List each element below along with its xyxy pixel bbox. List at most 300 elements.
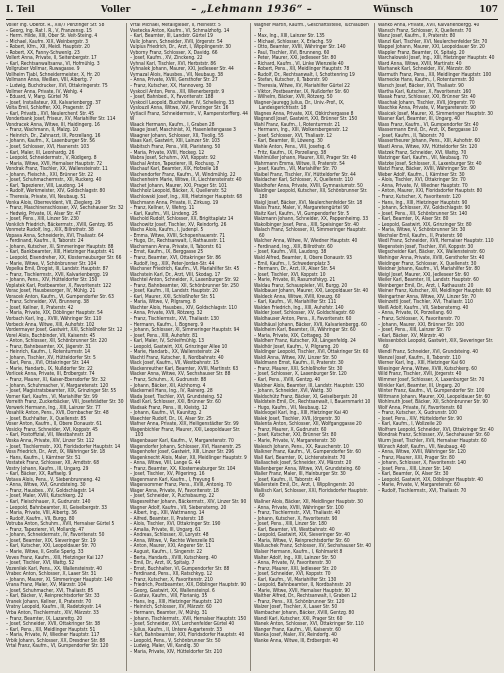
directory-entry: – Franz, Beamter, IX, Lazarettg. 20 bbox=[6, 615, 83, 622]
directory-entry: Wackenreuther Karl, Beamter, XVIII, Martinstr. 63 bbox=[130, 365, 239, 372]
directory-entry: Wagensommer Franz, Pens., XVIII, Antonig. 70 bbox=[130, 482, 232, 489]
directory-entry: Wackernell Hans, Ing., IV, Rainerg. 28 bbox=[130, 388, 213, 395]
directory-entry: – Anna, Witwe, XVI, Grundsteing. 30 bbox=[6, 482, 86, 489]
directory-entry: – Josef, Schlosser, XVI, Thaliastr. 12 bbox=[254, 132, 332, 139]
directory-entry: Vyskocil Anton, Pens., XII, Wienerbergstr. 9 bbox=[130, 88, 225, 95]
directory-entry: Wanek Anton, Schlosser, XVI, Ottakringer Str. 110 bbox=[254, 621, 364, 628]
directory-entry: Waldinger Leopold, Tischler, XVI, Ottakringer Str. 60 bbox=[254, 349, 369, 356]
directory-entry: Wappel Johann, Maurer, XXI, Leopoldauer Str. 20 bbox=[378, 44, 485, 51]
directory-entry: – Josef, Maler, XVIII, Kutschkerg. 22 bbox=[6, 493, 84, 500]
directory-entry: Vrabec Anton, Schlosser, X, Laaer Str. 31 bbox=[6, 571, 97, 578]
directory-entry: – Hans, Ing., XIII, Hietzinger Hauptstr. 120 bbox=[130, 598, 223, 605]
directory-entry: Vorbach Karl, Ing., XVIII, Währinger Str. 110 bbox=[6, 315, 102, 322]
directory-entry: Watzl Franz, Bäcker, XVIII, Währinger Str. 80 bbox=[378, 166, 475, 173]
directory-entry: – Marie, Private, V, Margaretenstr. 30 bbox=[254, 438, 336, 445]
directory-entry: – Hermann, Dr., Arzt, IX, Alser Str. 54 bbox=[254, 266, 336, 273]
directory-entry: – Anton, Maurer, XXI, Floridsdorfer Hauptstr. 80 bbox=[378, 188, 483, 195]
directory-entry: Wasicek Josef, Maurer, XI, Simmeringer Hauptstr. 30 bbox=[378, 110, 493, 117]
directory-entry: – Karl, Bäcker, XX, Raffaelg. 9 bbox=[6, 471, 72, 478]
directory-entry: Weinzettl Josef, Tischler, XVI, Thaliastr. 110 bbox=[378, 299, 473, 306]
directory-entry: Wansch Franz, Schlosser, X, Quellenstr. 70 bbox=[378, 27, 472, 34]
directory-entry: – Robert, Pens., XII, Meidlinger Hauptstr. 78 bbox=[254, 66, 350, 73]
directory-entry: – Karl, Bäcker, XV, Märzstr. 40 bbox=[378, 332, 444, 339]
directory-entry: – Maria, Private, XIV, Hütteldorfer Str. 210 bbox=[130, 648, 223, 655]
directory-entry: Wegenstein Josef, Tischler, XVI, Koppstr. 30 bbox=[378, 243, 474, 250]
directory-entry: – Anna, Private, XVIII, Währinger Str. 100 bbox=[254, 504, 344, 511]
directory-entry: Waldner Alois, Beamter, III, Landstr. Hauptstr. 130 bbox=[254, 382, 364, 389]
directory-entry: – Franz, Maurer, XXI, Prager Str. 80 bbox=[378, 454, 455, 461]
directory-entry: – Karl, Postoffizial, VII, Westbahnstr. 28 bbox=[6, 432, 92, 439]
directory-entry: Warmuth Franz, Pens., XII, Meidlinger Hauptstr. 100 bbox=[378, 71, 492, 78]
directory-entry: Wagrandl Josef, Gastwirt, XXI, Brünner Str. 150 bbox=[254, 116, 358, 123]
directory-entry: W bbox=[130, 116, 135, 123]
directory-entry: – Herm. Hilde, XIII, Ober St. Veit-Steing. 4 bbox=[6, 33, 98, 40]
directory-entry: Wagesreither Johann, Bäckermstr., XIV, Linzer Str. 90 bbox=[130, 499, 247, 506]
directory-entry: Waage Josef, Maschinist, XI, Hasenleitengasse 3 bbox=[130, 127, 236, 134]
directory-entry: – Josef, Pens., XIII, Linzer Str. 140 bbox=[378, 465, 451, 472]
directory-entry: – Heinrich, Schlosser, XV, Märzstr. 60 bbox=[130, 604, 212, 611]
directory-entry: – Friedrich, Postbeamter, XIX, Döblinger Hauptstr. 90 bbox=[130, 582, 247, 589]
directory-entry: Wassertheurer Johann, Pens., XIII, Auhofstr. 60 bbox=[378, 138, 481, 145]
directory-entry: – Karl, Kaufm., VII, Lindeng. 25 bbox=[130, 210, 198, 217]
directory-entry: Wabra Josef, Schuhm., XVI, Koppstr. 92 bbox=[130, 155, 216, 162]
directory-entry: – Josef, Magistratsbeamter, XIX, Grinzinger Str. 55 bbox=[6, 388, 117, 395]
directory-entry: – Josef, Schuhmachermstr., XII, Ruckerg. 40 bbox=[6, 177, 102, 184]
directory-entry: – Karl, Maurer, XXI, Schloßhofer Str. 51 bbox=[130, 293, 216, 300]
directory-entry: Vostry Johann, Kaufm., III, Ungarg. 29 bbox=[6, 465, 89, 472]
directory-entry: – Franz, Schuhm., X, Gudrunstr. 88 bbox=[130, 377, 207, 383]
directory-entry: Vorreith Franz, Zuckerbäcker, VIII, Josefstädter Str. 30 bbox=[6, 399, 124, 406]
directory-entry: – Rudolf, Tischlermstr., XVI, Thaliastr. 70 bbox=[378, 487, 467, 494]
directory-entry: – Anna, Private, IV, Favoritenstr. 30 bbox=[254, 560, 331, 567]
directory-entry: Vyhnal Karl, Tischler, XVI, Herbststr. 86 bbox=[130, 60, 217, 67]
directory-entry: – Karl, Tapezierer, VIII, Laudong. 14 bbox=[6, 182, 84, 189]
directory-entry: – Andreas, Schlosser, XI, Lorystr. 48 bbox=[130, 532, 209, 539]
directory-entry: – Franz, Schlosser, X, Favoritenstr. 70 bbox=[378, 315, 460, 322]
directory-entry: – Anna, Private, IV, Wiedner Hauptstr. 70 bbox=[378, 182, 468, 189]
directory-entry: – Johann, Bäcker, XII, Aichhorng. 4 bbox=[130, 382, 206, 389]
directory-entry: – Josef, Tischler, XV, Pilgerimg. 16 bbox=[130, 471, 205, 478]
directory-entry: – Ludwig, Maler, VII, Kandlg. 30 bbox=[130, 643, 199, 650]
directory-entry: – Leopold, Schneidermstr., V, Rüdigerg. 8 bbox=[6, 155, 97, 162]
directory-entry: – Karl, Kaufm., I, Wollzeile 20 bbox=[378, 421, 442, 428]
directory-entry: – Franz, Schneider, XVI, Brunneng. 38 bbox=[6, 299, 89, 306]
directory-entry: Wahle Anton, Pens., VIII, Josefsg. 6 bbox=[254, 144, 331, 151]
directory-entry: Wanzl Karl, Tischler, XVI, Neulerchenfelder Str. 70 bbox=[378, 38, 488, 45]
directory-entry: Walcher Anna, Witwe, IV, Wiedner Hauptstr. 40 bbox=[254, 238, 358, 245]
directory-entry: Vratny Leopold, Kaufm., III, Radetzkystr. 14 bbox=[6, 604, 102, 611]
directory-entry: – Maria, Private, XIX, Cottageg. 30 bbox=[254, 332, 330, 339]
directory-entry: Waldstein Emil, Dr., Rechtsanwalt, I, Bauernmarkt 10 bbox=[254, 399, 371, 406]
directory-entry: – Josef, Bahnbed., X, Favoritenstr. 188 bbox=[130, 94, 214, 101]
directory-entry: – Berta, Handarb., XVIII, Kutschkerg. 40 bbox=[130, 554, 217, 561]
directory-entry: Weingartner Anna, Witwe, XIV, Linzer Str. 70 bbox=[378, 293, 476, 300]
directory-entry: Wass Franz, Kaufm., VI, Gumpendorfer Str. 40 bbox=[378, 121, 479, 128]
directory-entry: – Karl, Beamter, IX, Alser Str. 30 bbox=[378, 471, 449, 478]
directory-entry: – Karl, Beamter, III, Landstr. Gürtel 19 bbox=[130, 33, 213, 40]
directory-entry: Wachold Rudolf, Schlosser, XX, Brigittaplatz 14 bbox=[130, 216, 234, 223]
directory-entry: Weidinger Franz, Schlosser, X, Quellenstr. 30 bbox=[378, 260, 477, 267]
directory-entry: – Franz, Beamter, XX, Klosterneuburger Str. 104 bbox=[130, 465, 236, 472]
directory-entry: Walluschek Franz, Schlosser, XV, Sechshauser Str. 40 bbox=[254, 543, 372, 550]
column-4 bbox=[378, 23, 498, 671]
directory-entry: – Josef, Kellner, II, Praterstr. 42 bbox=[6, 304, 74, 311]
directory-entry: Vrtal Franz, Kaufm., VI, Gumpendorfer Str. 120 bbox=[6, 643, 109, 650]
directory-entry: Wanke Anna, Witwe, III, Erdbergstr. 40 bbox=[254, 637, 339, 644]
directory-entry: – Ernst, Buchhalter, VI, Gumpendorfer Str. 88 bbox=[130, 565, 230, 572]
directory-entry: – Rudolf, Ing., XIX, Peter-Jordan-Str. 44 bbox=[130, 260, 215, 267]
directory-entry: Wallerstein Emil, Dr., Arzt, I, Wipplingerstr. 20 bbox=[254, 482, 355, 489]
directory-entry: – Johann, Fleischh., XXI, Brünner Str. 22 bbox=[6, 171, 94, 178]
directory-entry: – Robert, XX, Fanny-Schwenlg. 23 bbox=[6, 49, 80, 56]
directory-entry: Wedl Franz, Schneider, XVII, Hernalser Hauptstr. 110 bbox=[378, 238, 494, 245]
directory-entry: – Karl, Bankbeamter, XIII, Hietzinger Hauptstr. 41 bbox=[6, 249, 115, 256]
directory-entry: Wagendorfer Johann, Schlosser, XVI, Hasnerstr. 25 bbox=[130, 443, 241, 450]
directory-entry: Wadsak Franz, Pens., III, Kleistg. 12 bbox=[130, 404, 208, 411]
directory-entry: – Theresia, Private, VII, Neubaug. 51 bbox=[6, 193, 86, 200]
directory-entry: Warsch Josef, Bäcker, XVI, Thaliastr. 90 bbox=[378, 83, 464, 90]
directory-entry: – Maria, Witwe, V, Schönbrunner Str. 30 bbox=[378, 227, 466, 234]
directory-entry: Watzinger Karl, Kaufm., VII, Neubaug. 70 bbox=[378, 155, 468, 162]
directory-entry: – Johann, Schlosser, X, Favoritenstr. 140 bbox=[378, 460, 466, 467]
directory-entry: – August, Kaufm., I, Singerstr. 22 bbox=[130, 548, 203, 555]
directory-entry: Wastl Anna, Witwe, XIV, Hütteldorfer Str. 120 bbox=[378, 144, 478, 151]
directory-entry: Vorlicek Anna, Private, III, Erdbergstr. 74 bbox=[6, 371, 95, 378]
directory-entry: Voves Franz, Kaufm., XIII, Hietzinger Kai 127 bbox=[6, 554, 104, 561]
directory-entry: – Heinrich, Dr., Zahnarzt, IX, Porzellang. 16 bbox=[6, 132, 101, 139]
directory-entry: Weiner Franz, Kutscher, XII, Meidlinger Hauptstr. 60 bbox=[378, 288, 492, 295]
directory-entry: – Maria, Private, XIX, Döblinger Hauptstr. 54 bbox=[6, 310, 103, 317]
directory-entry: Wiesinger Anna, Witwe, XVIII, Kutschkerg. 60 bbox=[378, 365, 477, 372]
directory-entry: Vymazal Alois, Hausbes., VII, Neubaug. 38 bbox=[130, 71, 224, 78]
directory-entry: Waschke Anna, Private, V, Margaretenstr. 90 bbox=[378, 105, 476, 112]
directory-entry: Wagenhofer Josef, Gastwirt, XIII, Linzer Str. 296 bbox=[130, 449, 235, 456]
directory-entry: – Emma, Witwe, XVIII, Schopenhauerstr. 71 bbox=[130, 232, 225, 239]
directory-entry: Vrtal Michael, Metallgießer, II, Heinestr. 5 bbox=[130, 23, 221, 28]
directory-entry: Vollgruber Vollmar, Ruwagasse. 9 bbox=[6, 66, 80, 73]
directory-entry: Wagner Adolf, Kaufm., VII, Siebensterng. 20 bbox=[130, 504, 227, 511]
directory-entry: – Maria, Private, XVIII, Hockeg. 12 bbox=[130, 149, 205, 156]
directory-entry: Walter Adolf, Ing., XIII, Lainzer Str. 50 bbox=[254, 554, 336, 561]
directory-entry: Vondrak Franz, Tischler, XX, Wallensteinstr. 11 bbox=[6, 166, 108, 173]
directory-entry: Waldvogel Karl, Ing., XIII, Hietzinger Kai 40 bbox=[254, 410, 348, 417]
directory-entry: Wachenheim Marie, Witwe, IX, Liechtensteinstr. 40 bbox=[130, 177, 242, 184]
directory-entry: – Max, Ing., XIII, Lainzer Str. 135 bbox=[254, 33, 325, 40]
directory-entry: Wagenbichler Franz, Maurer, XXI, Leopoldauer Str. 103 bbox=[130, 426, 241, 439]
directory-entry: – Marie, Handarb., XX, Wallensteinstr. 24 bbox=[130, 349, 220, 356]
directory-entry: – Josef, Tischler, XVI, Koppstr. 10 bbox=[254, 271, 326, 278]
directory-entry: – Julius, Kaufm., II, Untere Augartenstr. 33 bbox=[130, 626, 223, 633]
directory-entry: Wandl Karl, Kutscher, XXI, Prager Str. 60 bbox=[254, 615, 343, 622]
directory-entry: – Johann, Tischler, XV, Hütteldorfer Str. 5 bbox=[6, 354, 96, 361]
directory-entry: Weber Adolf, Kaufm., I, Kärntner Str. 30 bbox=[378, 171, 465, 178]
directory-entry: Wahrmann Emma, Witwe, II, Praterstr. 54 bbox=[254, 160, 345, 167]
directory-entry: Vosicky Franz, Schneider, XVI, Koppstr. 45 bbox=[6, 426, 98, 433]
directory-entry: Wehinger Anna, Private, XVIII, Gersthofer Str. 40 bbox=[378, 254, 485, 261]
directory-entry: Wakolbinger Josef, Pens., XIII, Speisinger Str. 40 bbox=[254, 221, 359, 228]
directory-entry: – Josef, Kaufm., III, Landstr. Hauptstr. 20 bbox=[130, 288, 218, 295]
directory-entry: – Hedwig, Private, IX, Alser Str. 47 bbox=[6, 210, 81, 217]
directory-entry: Vyborny Franz, Schlosser, X, Davidg. 66 bbox=[130, 49, 218, 56]
directory-entry: – Franz, Tischlermstr., XVI, Thaliastr. 130 bbox=[130, 315, 219, 322]
directory-entry: Vollmer Anna, Private, IV, Wehlg. 4 bbox=[6, 88, 83, 95]
directory-entry: – Leopold, Gastwirt, XIX, Grinzinger Str. 80 bbox=[378, 221, 472, 228]
directory-entry: Wanz Josef, Kaufm., II, Praterstr. 80 bbox=[378, 33, 456, 40]
directory-entry: Waitz Karl, Kaufm., VI, Gumpendorfer Str. 5 bbox=[254, 210, 350, 217]
directory-entry: – Wilhelm, Bäcker, XVII, Rötzerg. 50 bbox=[254, 94, 333, 101]
directory-entry: – Franz, Kutscher, X, Gudrunstr. 100 bbox=[378, 410, 457, 417]
directory-entry: Wagenbauer Karl, Kaufm., V, Margaretenstr. 70 bbox=[130, 438, 234, 445]
directory-entry: Wada Josef, Tischler, XVI, Grundsteing. 52 bbox=[130, 393, 223, 400]
directory-entry: – Josef, Kaufm., VII, Mariahilfer Str. 70 bbox=[254, 166, 337, 173]
directory-entry: Vulic Johann, Schneider, XVII, Jörgerstr. 54 bbox=[130, 38, 223, 45]
directory-entry: – Josef, Kaufm., II, Taborstr. 40 bbox=[254, 476, 321, 483]
directory-entry: – Richard, Kaufm., VI, Linke Wienzeile 40 bbox=[254, 60, 344, 67]
directory-entry: – Emil, Kaufm., I, Schwedenplatz 3 bbox=[254, 260, 330, 267]
directory-entry: Vonmetz Rudolf, Ing., XIX, Billrothstr. 38 bbox=[6, 227, 94, 234]
directory-entry: Wasak Franz, Schlosser, XXI, Brünner Str. 40 bbox=[378, 94, 476, 101]
column-3 bbox=[254, 23, 375, 671]
directory-entry: Winkler Karl, Beamter, III, Ungarg. 20 bbox=[378, 382, 461, 389]
directory-entry: Wall Karl, Beamter, IX, Lichtensteinstr. 70 bbox=[254, 454, 346, 461]
directory-entry: – Paul, Tischler, XVI, Brunneng. 60 bbox=[254, 49, 330, 56]
directory-entry: Wachtel Anton, Schneider, X, Laxenburger Str. 92 bbox=[130, 277, 239, 284]
directory-entry: Wachmann Anna, Private, II, Zirkusg. 19 bbox=[130, 199, 219, 206]
directory-entry: Wachlowski Josef, Ing., XIII, Hietzinger Hauptstr. 68 bbox=[130, 193, 243, 200]
directory-entry: Walden Friedrich, Ing., XIII, Auhofstr. 140 bbox=[254, 304, 344, 311]
directory-entry: Wabitsch Franz, Pens., VIII, Piaristeng. 50 bbox=[130, 144, 221, 151]
directory-entry: – Karl, Bahnbeamter, XXI, Floridsdorfer Hauptstr. 40 bbox=[130, 632, 245, 639]
directory-columns bbox=[6, 23, 498, 671]
directory-entry: – Karl, Beamter, IX, Alser Str. 80 bbox=[378, 216, 449, 223]
directory-entry: – Franz, Maurer, XXI, Schloßhofer Str. 30 bbox=[254, 365, 343, 372]
directory-entry: Vrba Anton, Tischlermstr., XIV, Märzstr. 33 bbox=[6, 609, 99, 616]
directory-entry: Wachsmann Anna, Private, II, Taborstr. 61 bbox=[130, 243, 222, 250]
directory-entry: – Johann, Kutscher, XI, Simmeringer Hauptstr. 88 bbox=[6, 243, 114, 250]
directory-entry: – Franz, Bahnbeamter, XII, Schönbrunner Str. 250 bbox=[130, 282, 239, 289]
directory-entry: Wolfram Leopold, Schneider, XVI, Ottakringer Str. 40 bbox=[378, 426, 494, 433]
directory-entry: Vulpius Friedrich, Dr., Arzt, I, Wipplingerstr. 30 bbox=[130, 44, 231, 51]
directory-entry: Wünsch Adolf, Kaufm., VII, Neubaug. 40 bbox=[378, 443, 466, 450]
directory-entry: – Maria, Witwe, V, Pilgramg. 8 bbox=[130, 299, 196, 306]
directory-entry: Waldmann Ernst, Kaufm., II, Praterstr. 30 bbox=[254, 360, 344, 367]
directory-entry: Weidner Johann, Kaufm., VI, Mariahilfer Str. 80 bbox=[378, 266, 480, 273]
directory-entry: Walek Josef, Tischler, XVII, Jörgerstr. 30 bbox=[254, 415, 340, 422]
directory-entry: Wachet Johann, Maurer, XXI, Prager Str. 101 bbox=[130, 182, 227, 189]
directory-entry: – Franz, Pens., XII, Schönbrunner Str. 120 bbox=[254, 598, 345, 605]
directory-entry: – Johann, Schuhmacher, V, Margaretenstr. 120 bbox=[6, 382, 109, 389]
directory-entry: Wahlmüller Johann, Maurer, XXI, Prager Str. 40 bbox=[254, 155, 357, 162]
directory-entry: Walder Josef, Schlosser, XV, Goldschlagstr. 60 bbox=[254, 310, 355, 317]
directory-entry: – Josef, Buchhalter, X, Quellenstr. 85 bbox=[6, 415, 87, 422]
directory-entry: Wondrak Franz, Schlosser, XV, Sechshauser Str. 60 bbox=[378, 432, 490, 439]
directory-entry: – Emil, Dr., Arzt, IX, Spitalg. 7 bbox=[130, 560, 195, 567]
directory-entry: Vopelka Emil, Drogist, III, Landstr. Hauptstr. 87 bbox=[6, 266, 109, 273]
directory-entry: – Ferdinand, Kaufm., II, Taborstr. 24 bbox=[6, 238, 84, 245]
directory-entry: Wenzel Josef, Kaufm., II, Taborstr. 110 bbox=[378, 354, 461, 361]
directory-entry: – Franz, Maurer, XXI, Jedleseer Str. 20 bbox=[254, 565, 337, 572]
directory-entry: – Hermann, Kaufm., I, Bognerg. 9 bbox=[130, 321, 204, 328]
directory-entry: – Josef, Schneider, X, Puchsbaumg. 22 bbox=[130, 493, 215, 500]
directory-entry: – Karl, Kutscher, XXI, Leopoldauer Str. 70 bbox=[6, 543, 96, 550]
directory-entry: – Maria, Witwe, V, Reinprechtsdorfer Str. 60 bbox=[254, 537, 350, 544]
directory-entry: Wachsner Friedrich, Kaufm., VI, Mariahilfer Str. 45 bbox=[130, 266, 240, 273]
directory-entry: – Karl, Maler, III, Leonhardg. 26 bbox=[6, 149, 75, 156]
directory-entry: – Karl, Pens., XVIII, Gentzg. 40 bbox=[254, 377, 321, 383]
directory-entry: Waack Hermann, Kaufm., I, Graben 28 bbox=[130, 121, 215, 128]
directory-entry: – Amalia, Private, III, Ungarg. 61 bbox=[130, 526, 201, 533]
column-1 bbox=[6, 23, 127, 671]
directory-entry: Wallenberger Anna, Witwe, XVI, Grundsteing. 60 bbox=[254, 465, 361, 472]
directory-entry: Watzek Franz, Schneider, XVI, Wattg. 70 bbox=[378, 149, 467, 156]
directory-entry: – Josef, Schlosser, X, Laxenburger Str. 120 bbox=[254, 371, 347, 378]
directory-entry: Vonka Alois, Oberrevident, VII, Zieglerg. 29 bbox=[6, 199, 101, 206]
directory-entry: Vosahlik Anton, Pens., XVII, Dornbacher Str. 48 bbox=[6, 410, 109, 417]
directory-entry: Wafner Anna, Private, XIX, Heiligenstädter Str. 99 bbox=[130, 421, 239, 428]
directory-entry: Waldhör Josef, Kaufm., V, Pilgramg. 20 bbox=[254, 343, 339, 350]
directory-entry: Wager Anna, Private, IV, Favoritenstr. 18 bbox=[130, 487, 219, 494]
directory-entry: Vordermayer Josef, Gastwirt, XXI, Schloßhofer Str. 12 bbox=[6, 327, 123, 334]
directory-entry: – Johann, Pens., XIV, Hütteldorfer Str. 150 bbox=[6, 277, 98, 284]
directory-entry: – Leopold, Eisendreher, XX, Klosterneuburger Str. 66 bbox=[6, 254, 122, 261]
directory-entry: – Rudolf, Dr., Rechtsanwalt, I, Schottenring 19 bbox=[254, 71, 355, 78]
directory-entry: – Michael, Kaufm. XIX, Weinbergstr. 3 bbox=[6, 38, 89, 45]
directory-entry: Vozenilek Karl, Pens., XX, Wallensteinstr. 40 bbox=[6, 565, 103, 572]
directory-entry: – Marie, Private, III, Rasumofskyg. 21 bbox=[254, 277, 336, 284]
directory-entry: Voracek Anton, Kaufm., VI, Gumpendorfer Str. 63 bbox=[6, 293, 114, 300]
directory-entry: – Anna, Witwe, XVIII, Währinger Str. 120 bbox=[378, 449, 466, 456]
first-name-guide: Voller bbox=[100, 5, 131, 15]
page-title: – „Lehmann 1936“ – bbox=[191, 4, 313, 15]
directory-entry: Waldhauser Anton, Pens., X, Favoritenstr. 60 bbox=[254, 315, 352, 322]
directory-entry: Vytlacil Franz, Schneidermstr., V, Ramperstorfferg. 44 bbox=[130, 110, 248, 117]
directory-entry: Wagner-Jauregg Julius, Dr., Univ.-Prof., IX, Landesgerichtsstr. 18 bbox=[254, 99, 345, 112]
directory-entry: – Karl, Pens., XVI, Ottakringer Str. 144 bbox=[6, 360, 90, 367]
directory-entry: Voss Friedrich, Dr., Arzt, IX, Währinger Str. 18 bbox=[6, 449, 106, 456]
directory-entry: – Gustav, Kaufm., VIII, Florianig. 35 bbox=[130, 593, 208, 600]
directory-entry: – Franz, Maurer, XI, Kaiser-Ebersdorfer Str. 32 bbox=[6, 377, 106, 383]
directory-entry: Wolf Anna, Private, IV, Favoritenstr. 60 bbox=[378, 404, 463, 411]
directory-entry: Vorel Alois, Buchbinder, VII, Kaiserstr. 45 bbox=[6, 332, 96, 339]
directory-entry: Waagner Johann, Schlosser, XII, Tivolig. 55 bbox=[130, 132, 224, 139]
directory-entry: Wahl Franz, Kaufm., I, Rotenturmstr. 21 bbox=[254, 121, 341, 128]
directory-entry: Voser Anton, Kaufm., II, Obere Donaustr. 61 bbox=[6, 421, 102, 428]
directory-entry: – Albert, Ing., XIII, Wattmanng. 14 bbox=[130, 510, 205, 517]
directory-entry: – Karl, Maler, IV, Schleifmühlg. 13 bbox=[130, 338, 205, 345]
directory-entry: Vollmann Anna, Weißen, VIII, Albertg. 7 bbox=[6, 77, 93, 84]
directory-entry: – Johann, Schneider, XVI, Wattg. 30 bbox=[254, 388, 332, 395]
directory-entry: – Josef, Schneider, XVI, Koppstr. 70 bbox=[254, 571, 331, 578]
directory-entry: Wachauf Karl, Beamter, XIX, Hofzeile 18 bbox=[130, 166, 219, 173]
directory-entry: Wallisch Karl, Schlosser, XXI, Floridsdorfer Hauptstr. 60 bbox=[254, 487, 368, 500]
directory-entry: Vollert Anna, Private, II, Seitenbergstr. 17 bbox=[6, 55, 97, 62]
directory-entry: Werner Karl, Ing., XIII, Hietzinger Kai 60 bbox=[378, 360, 465, 367]
directory-entry: Votruba Anton, Schuhm., XVII, Hernalser Gürtel 5 bbox=[6, 521, 115, 528]
directory-entry: Walzer Josef, Tischler, X, Laaer Str. 50 bbox=[254, 604, 338, 611]
directory-entry: Wallaschek Josef, Schneider, XV, Märzstr. 20 bbox=[254, 460, 352, 467]
directory-entry: – Karl, Fleischhauer, X, Gudrunstr. 140 bbox=[6, 499, 91, 506]
directory-entry: – Anna, Private, XVII, Rötzerg. 32 bbox=[130, 310, 203, 317]
directory-entry: – Marie, Witwe, V, Schönbrunner Str. 104 bbox=[6, 260, 97, 267]
directory-entry: – Josef, Beamter, XIX, Sieveringer Str. 19 bbox=[6, 537, 96, 544]
directory-entry: – Franz, Tischlermstr., XVI, Thaliastr. 40 bbox=[254, 510, 341, 517]
directory-entry: Wald Alfred, Beamter, II, Obere Donaustr. 93 bbox=[254, 254, 352, 261]
directory-entry: – Josef, Kaufm., VIII, Laudong. 38 bbox=[254, 249, 327, 256]
directory-entry: – Hugo, Kaufm., VII, Neubaug. 12 bbox=[254, 404, 327, 411]
directory-entry: Waldl Anna, Witwe, XIV, Linzer Str. 50 bbox=[254, 354, 337, 361]
directory-entry: Vyskocil Leopold, Buchhalter, IV, Schelleing. 33 bbox=[130, 99, 235, 106]
directory-entry: Wasner Karl, Beamter, III, Ungarg. 40 bbox=[378, 116, 460, 123]
directory-entry: Wendl Franz, Schneider, XVI, Grundsteing. 40 bbox=[378, 349, 478, 356]
directory-entry: – Franz, Maurer, X, Gudrunstr. 60 bbox=[254, 426, 327, 433]
directory-entry: – Karl, Bäcker, V, Reinprechtsdorfer Str. 33 bbox=[6, 593, 100, 600]
directory-entry: Vonderbank Josef, Friseur, XV, Mariahilfer Str. 114 bbox=[6, 116, 116, 123]
directory-entry: – Anna, Private, IX, Porzellang. 60 bbox=[378, 310, 453, 317]
directory-entry: – Franz, Kutscher, X, Favoritenstr. 120 bbox=[378, 193, 461, 200]
directory-entry: – Anna, Witwe, V, Rechte Wienzeile 81 bbox=[130, 537, 215, 544]
directory-entry: – Hugo, Dr., Rechtsanwalt, I, Rathausstr. 11 bbox=[130, 238, 225, 245]
directory-entry: – Josef, Installateur, XII, Kalvarienbergg. 37 bbox=[6, 99, 101, 106]
directory-entry: Walach Franz, Schlosser, XI, Simmeringer Hauptstr. 60 bbox=[254, 227, 367, 239]
directory-entry: – Viktor, Postbeamter, IX, Nußdorfer Str. 60 bbox=[254, 88, 349, 95]
directory-entry: – Josef, Tischler, XVI, Wattg. 52 bbox=[6, 560, 75, 567]
directory-entry: – Maria, Witwe, XVII, Hernalser Hauptstr. 72 bbox=[6, 160, 103, 167]
directory-entry: Vonkilch Friedrich, Bäckermstr., XVIII, Gentzg. 95 bbox=[6, 221, 114, 228]
directory-entry: – Josef, Schneider, XVII, Ottakringer Str. 38 bbox=[6, 621, 101, 628]
directory-entry: Walser Hermann, Kaufm., I, Kohlmarkt 8 bbox=[254, 548, 343, 555]
directory-entry: – Marie, Handarb., IX, Nußdorfer Str. 22 bbox=[6, 365, 93, 372]
directory-entry: – Anton, Schlosser, XII, Schönbrunner Str. 220 bbox=[6, 338, 108, 345]
directory-entry: – Josef, Schlosser, XVI, Hasnerstr. 103 bbox=[6, 144, 90, 151]
directory-entry: Warnecke Hans, Kaufm., I, Rotenturmstr. 30 bbox=[378, 77, 475, 84]
directory-entry: – Josef, Pens., XIII, Auhofstr. 81 bbox=[130, 332, 198, 339]
directory-entry: Vyhnalek Johann, Maurer, XXI, Jedleseer Str. 44 bbox=[130, 66, 234, 73]
directory-entry: Weigl Josef, Maurer, XXI, Jedleseer Str. 60 bbox=[378, 271, 470, 278]
directory-entry: Vrana Franz, Maler, XV, Märzstr. 104 bbox=[6, 582, 86, 589]
directory-entry: Wachs Alois, Kaufm., I, Judenpl. 5 bbox=[130, 227, 204, 234]
directory-entry: Wachter Alois, Hausbes., XIV, Goldschlagstr. 110 bbox=[130, 304, 237, 311]
directory-entry: Wittmann Johann, Maurer, XXI, Leopoldauer Str. 60 bbox=[378, 393, 491, 400]
directory-entry: – Otto, Beamter, XVIII, Währinger Str. 140 bbox=[254, 44, 346, 51]
part-label: I. Teil bbox=[6, 5, 35, 15]
directory-entry: – Georg, Ing. Rat I. R., V, Franzensg. 15 bbox=[6, 27, 92, 34]
directory-entry: Waidinger Leopold, Kutscher, XII, Schönbrunner Str. 180 bbox=[254, 188, 368, 200]
directory-entry: – Johann, Maurer, XI, Simmeringer Hauptstr. 140 bbox=[6, 576, 113, 583]
directory-entry: – Josef, Pens., XIV, Hütteldorfer Str. 90 bbox=[378, 415, 462, 422]
directory-entry: – Marie, Witwe, II, Große Sperlg. 33 bbox=[6, 548, 84, 555]
directory-entry: – Josef, Schuhmacher, XVI, Thaliastr. 85 bbox=[6, 587, 94, 594]
directory-entry: Vrbik Johann, Schlosser, XX, Dresdner Str. 88 bbox=[6, 637, 106, 644]
directory-entry: – Fritz, Kaufm., IX, Porzellang. 38 bbox=[254, 149, 327, 156]
directory-entry: Waldau Franz, Schauspieler, VII, Burgg. 20 bbox=[254, 282, 348, 289]
directory-entry: – Johann, Kaufm., X, Laxenburger Str. 56 bbox=[6, 138, 95, 145]
directory-entry: Wartha Karl, Kutscher, X, Favoritenstr. 160 bbox=[378, 88, 472, 95]
directory-entry: – Johann, Tischlermstr., XVII, Hernalser Hauptstr. 150 bbox=[130, 615, 247, 622]
directory-entry: – Rudolf, Werkmeister, XIV, Goldschlagstr. 80 bbox=[6, 188, 106, 195]
directory-entry: Wagenknecht Alois, Maler, XII, Meidlinger Hauptstr. 9 bbox=[130, 454, 247, 461]
directory-entry: Wachal Anton, Tapezierer, III, Rochusg. 7 bbox=[130, 160, 220, 167]
directory-entry: Wimmer Josef, Schlosser, X, Laxenburger Str. 70 bbox=[378, 377, 485, 383]
directory-entry: – Franz, Maschinenschlosser, XV, Sechshauser Str. 32 bbox=[6, 205, 124, 212]
directory-entry: – Johann, Maurer, XXI, Brünner Str. 100 bbox=[378, 321, 465, 328]
directory-entry: – Alois, Tischler, XVI, Ottakringer Str. 70 bbox=[378, 177, 466, 184]
directory-entry: – Franz, Bahnbeamter, XX, Jägerstr. 31 bbox=[6, 343, 91, 350]
directory-entry: – Ferdinand, Pens., XII, Ratschkyg. 12 bbox=[130, 571, 213, 578]
directory-entry: – Josef, Kaufm., XV, Zinckeng. 22 bbox=[130, 55, 203, 62]
directory-entry: – Leopold, Bahnbeamter, XI, Geiselbergstr. 33 bbox=[6, 504, 107, 511]
directory-entry: Wechsler Emil, Kaufm., II, Praterstr. 90 bbox=[378, 232, 463, 239]
directory-entry: – Marie, Witwe, XVII, Hernalser Hauptstr. 90 bbox=[254, 587, 351, 594]
